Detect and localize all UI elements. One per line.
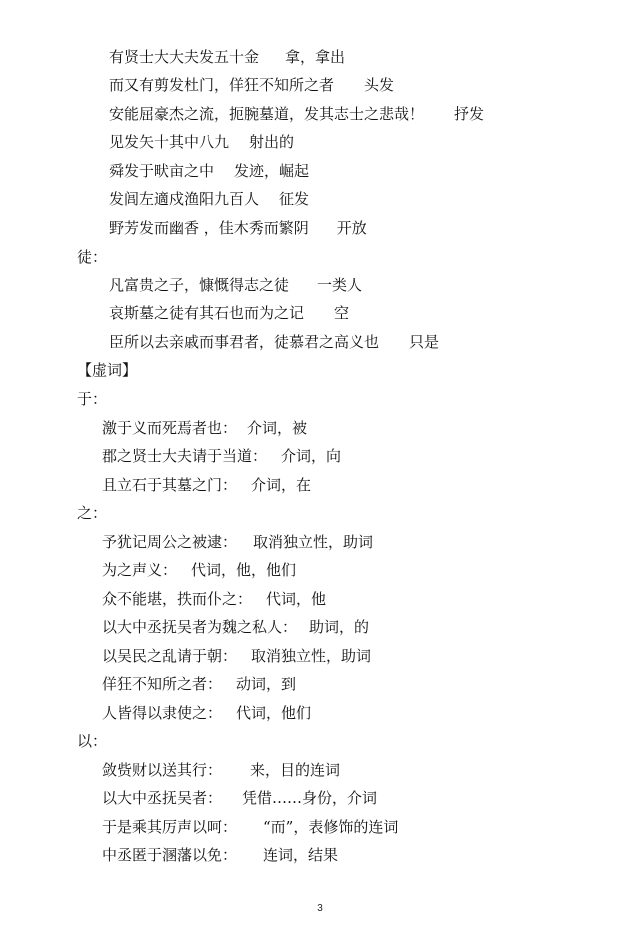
text-line: 见发矢十其中八九 射出的: [109, 133, 295, 151]
text-line: 凡富贵之子，慷慨得志之徒 一类人: [109, 276, 363, 294]
text-line: 为之声义： 代词，他，他们: [102, 561, 297, 579]
text-line: 而又有剪发杜门，佯狂不知所之者 头发: [109, 76, 395, 94]
text-line: 敛赀财以送其行： 来，目的连词: [102, 761, 341, 779]
text-line: 以吴民之乱请于朝： 取消独立性，助词: [102, 647, 372, 665]
text-line: 佯狂不知所之者： 动词，到: [102, 675, 297, 693]
text-line: 以大中丞抚吴者： 凭借……身份，介词: [102, 789, 378, 807]
text-line: 郡之贤士大夫请于当道： 介词，向: [102, 447, 342, 465]
text-line: 且立石于其墓之门： 介词，在: [102, 476, 312, 494]
section-heading: 【虚词】: [77, 361, 138, 379]
text-line: 激于义而死焉者也： 介词，被: [102, 419, 308, 437]
section-heading: 以：: [77, 732, 108, 750]
text-line: 舜发于畎亩之中 发迹，崛起: [109, 162, 310, 180]
text-line: 臣所以去亲戚而事君者，徒慕君之高义也 只是: [109, 333, 440, 351]
section-heading: 之：: [77, 504, 108, 522]
text-line: 安能屈豪杰之流，扼腕墓道，发其志士之悲哉！ 抒发: [109, 105, 485, 123]
page-number: 3: [317, 903, 323, 914]
section-heading: 于：: [77, 390, 108, 408]
text-line: 予犹记周公之被逮： 取消独立性，助词: [102, 533, 374, 551]
text-line: 中丞匿于溷藩以免： 连词，结果: [102, 846, 339, 864]
text-line: 众不能堪，抶而仆之： 代词，他: [102, 590, 327, 608]
section-heading: 徒：: [77, 248, 108, 266]
text-line: 人皆得以隶使之： 代词，他们: [102, 704, 312, 722]
text-line: 有贤士大大夫发五十金 拿，拿出: [109, 48, 346, 66]
text-line: 于是乘其厉声以呵： “而”，表修饰的连词: [102, 818, 399, 836]
text-line: 哀斯墓之徒有其石也而为之记 空: [109, 304, 350, 322]
text-line: 发闾左適戍渔阳九百人 征发: [109, 190, 310, 208]
text-line: 野芳发而幽香 ，佳木秀而繁阴 开放: [109, 219, 367, 237]
text-line: 以大中丞抚吴者为魏之私人： 助词，的: [102, 618, 370, 636]
